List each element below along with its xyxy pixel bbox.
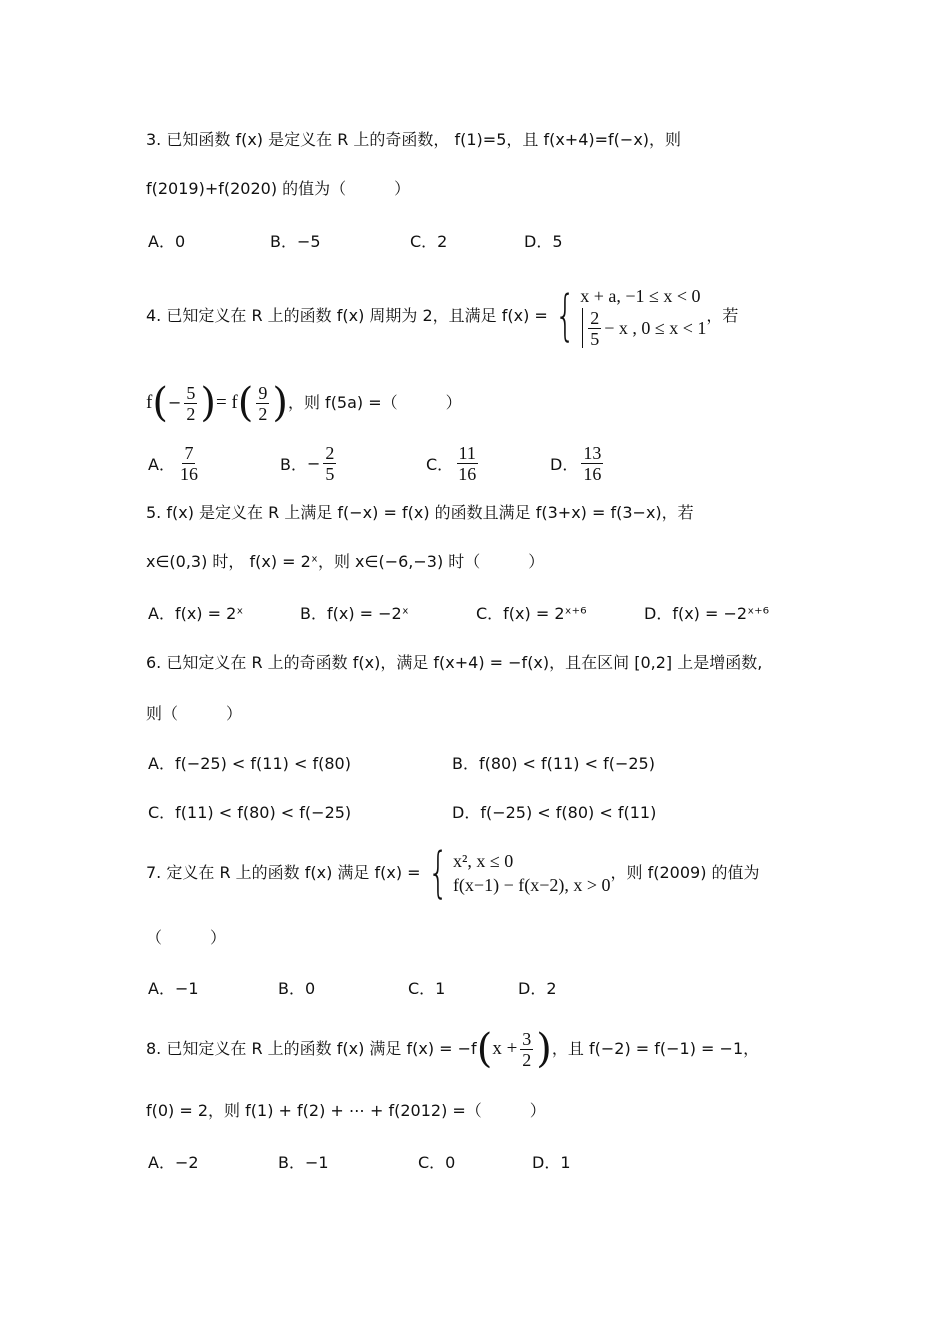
q3-option-a[interactable]: A．0: [148, 232, 186, 251]
q7-option-c[interactable]: C．1: [408, 979, 446, 998]
q4-frac-left: $\frac{5}{2}$: [186, 382, 196, 424]
q8-option-c[interactable]: C．0: [418, 1153, 456, 1172]
q3-stem: 3. 已知函数 f(x) 是定义在 R 上的奇函数， f(1)=5，且 f(x+4)=f(−x)，则: [146, 130, 682, 149]
q4-case2: $\frac{2}{5}$ − x , 0 ≤ x < 1: [580, 308, 706, 349]
q4-line1: [146, 276, 738, 356]
q5-option-d[interactable]: D．f(x) = −2ˣ⁺⁶: [644, 604, 770, 623]
q4-case1: x + a, −1 ≤ x < 0: [580, 285, 701, 306]
q4-option-b[interactable]: B． − $\frac{2}{5}$: [280, 443, 335, 484]
q3-line1: [146, 128, 681, 152]
q4-piecewise: [580, 284, 706, 349]
q6-option-a[interactable]: A．f(−25) < f(11) < f(80): [148, 754, 351, 773]
q4-option-d[interactable]: D． $\frac{13}{16}$: [550, 443, 602, 484]
q4-line2: f ( − $\frac{5}{2}$ ) = f ( $\frac{9}{2}$ ) ，则 f(5a) =（ ）: [146, 380, 462, 426]
q3-option-c[interactable]: C．2: [410, 232, 448, 251]
q4-stem-tail: ，若: [706, 306, 739, 325]
q8-frac: $\frac{3}{2}$: [522, 1028, 532, 1070]
q6-line1: 6. 已知定义在 R 上的奇函数 f(x)，满足 f(x+4) = −f(x)，且在区间 [0,2] 上是增函数,: [146, 653, 763, 672]
q5-option-c[interactable]: C．f(x) = 2ˣ⁺⁶: [476, 604, 587, 623]
q8-option-b[interactable]: B．−1: [278, 1153, 329, 1172]
abs-bar: [582, 308, 583, 348]
piecewise-brace: {: [554, 284, 576, 347]
q6-option-b[interactable]: B．f(80) < f(11) < f(−25): [452, 754, 655, 773]
piecewise-brace: {: [427, 841, 449, 904]
q4-option-c[interactable]: C． $\frac{11}{16}$: [426, 443, 477, 484]
q6-option-d[interactable]: D．f(−25) < f(80) < f(11): [452, 803, 657, 822]
q7-option-b[interactable]: B．0: [278, 979, 316, 998]
q6-line2: 则（ ）: [146, 704, 243, 723]
q4-stem: 4. 已知定义在 R 上的函数 f(x) 周期为 2，且满足 f(x) =: [146, 306, 548, 325]
q7-line1: 7. 定义在 R 上的函数 f(x) 满足 f(x) = { x², x ≤ 0 f(x−1) − f(x−2), x > 0 ，则 f(2009) 的值为: [146, 841, 760, 904]
q4-option-a[interactable]: A． $\frac{7}{16}$: [148, 443, 198, 484]
q6-option-c[interactable]: C．f(11) < f(80) < f(−25): [148, 803, 352, 822]
q7-case2: f(x−1) − f(x−2), x > 0: [452, 875, 611, 895]
q7-case1: x², x ≤ 0: [452, 851, 514, 871]
q3-option-d[interactable]: D．5: [524, 232, 563, 251]
q8-line1: 8. 已知定义在 R 上的函数 f(x) 满足 f(x) = −f ( x + $\frac{3}{2}$ ) ，且 f(−2) = f(−1) = −1，: [146, 1026, 760, 1072]
q7-option-a[interactable]: A．−1: [148, 979, 199, 998]
q3-stem-cont: f(2019)+f(2020) 的值为（ ）: [146, 179, 411, 198]
q4-case2-frac: $\frac{2}{5}$: [590, 307, 600, 349]
q4-frac-right: $\frac{9}{2}$: [258, 382, 268, 424]
q5-option-b[interactable]: B．f(x) = −2ˣ: [300, 604, 409, 623]
q5-option-a[interactable]: A．f(x) = 2ˣ: [148, 604, 244, 623]
q8-option-d[interactable]: D．1: [532, 1153, 571, 1172]
q5-line2: x∈(0,3) 时， f(x) = 2ˣ，则 x∈(−6,−3) 时（ ）: [146, 552, 545, 571]
q3-line2: [146, 177, 410, 201]
q8-option-a[interactable]: A．−2: [148, 1153, 199, 1172]
q5-line1: 5. f(x) 是定义在 R 上满足 f(−x) = f(x) 的函数且满足 f(3+x) = f(3−x)，若: [146, 503, 694, 522]
q8-line2: f(0) = 2，则 f(1) + f(2) + ⋯ + f(2012) =（ ）: [146, 1101, 546, 1120]
q7-piecewise: [453, 849, 611, 897]
q3-option-b[interactable]: B．−5: [270, 232, 321, 251]
q7-option-d[interactable]: D．2: [518, 979, 557, 998]
q7-line2: （ ）: [146, 928, 227, 947]
